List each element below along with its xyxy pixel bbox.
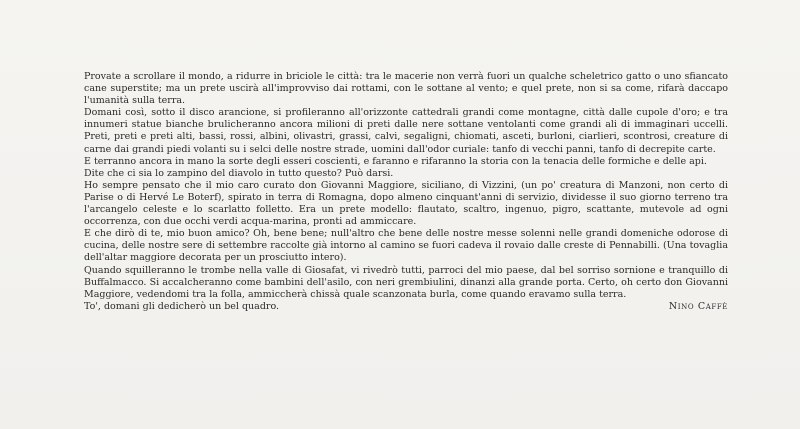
paragraph-4: Dite che ci sia lo zampino del diavolo in tutto questo? Può darsi. xyxy=(84,167,394,179)
paragraph-1: Provate a scrollare il mondo, a ridurre in briciole le città: tra le macerie non verrà fuori un qualche scheletrico gatto o uno sfiancato cane superstite; ma un prete uscirà all'improvviso dai rottami, con le sottane al vento; e quel prete, non si sa come, rifarà daccapo l'umanità sulla terra. xyxy=(84,71,728,107)
paragraph-2: Domani così, sotto il disco arancione, si profileranno all'orizzonte cattedrali grandi come montagne, città dalle cupole d'oro; e tra innumeri statue bianche brulicheranno ancora milioni di preti dalle nere sottane ventolanti come grandi ali di immaginari uccelli. Preti, preti e preti alti, bassi, rossi, albini, olivastri, grassi, calvi, segaligni, chiomati, asceti, burloni, ciarlieri, scontrosi, creature di carne dai grandi piedi volanti su i selci delle nostre strade, uomini dall'odor curiale: tanfo di vecchi panni, tanfo di decrepite carte. xyxy=(84,107,728,155)
author-signature: Nino Caffè xyxy=(668,300,728,312)
paragraph-6: E che dirò di te, mio buon amico? Oh, bene bene; null'altro che bene delle nostre messe solenni nelle grandi domeniche odorose di cucina, delle nostre sere di settembre raccolte già intorno al camino se fuori cadeva il rovaio dalle creste di Pennabilli. (Una tovaglia dell'altar maggiore decorata per un prosciutto intero). xyxy=(84,228,728,264)
paragraph-5: Ho sempre pensato che il mio caro curato don Giovanni Maggiore, siciliano, di Vizzini, (un po' creatura di Manzoni, non certo di Parise o di Hervé Le Boterf), spirato in terra di Romagna, dopo almeno cinquant'anni di servizio, dividesse il suo giorno terreno tra l'arcangelo celeste e lo scarlatto folletto. Era un prete modello: flautato, scaltro, ingenuo, pigro, scattante, mutevole ad ogni occorrenza, con due occhi verdi acqua-marina, pronti ad ammiccare. xyxy=(84,179,728,228)
paragraph-7: Quando squilleranno le trombe nella valle di Giosafat, vi rivedrò tutti, parroci del mio paese, dal bel sorriso sornione e tranquillo di Buffalmacco. Si accalcheranno come bambini dell'asilo, con neri grembiulini, dinanzi alla grande porta. Certo, oh certo don Giovanni Maggiore, vedendomi tra la folla, ammiccherà chissà quale scanzonata burla, come quando eravamo sulla terra. xyxy=(84,264,728,300)
text-block xyxy=(84,71,728,313)
paragraph-3: E terranno ancora in mano la sorte degli esseri coscienti, e faranno e rifaranno la storia con la tenacia delle formiche e delle api. xyxy=(84,155,707,167)
closing-line-row xyxy=(84,301,728,313)
closing-line: To', domani gli dedicherò un bel quadro. xyxy=(84,300,280,312)
